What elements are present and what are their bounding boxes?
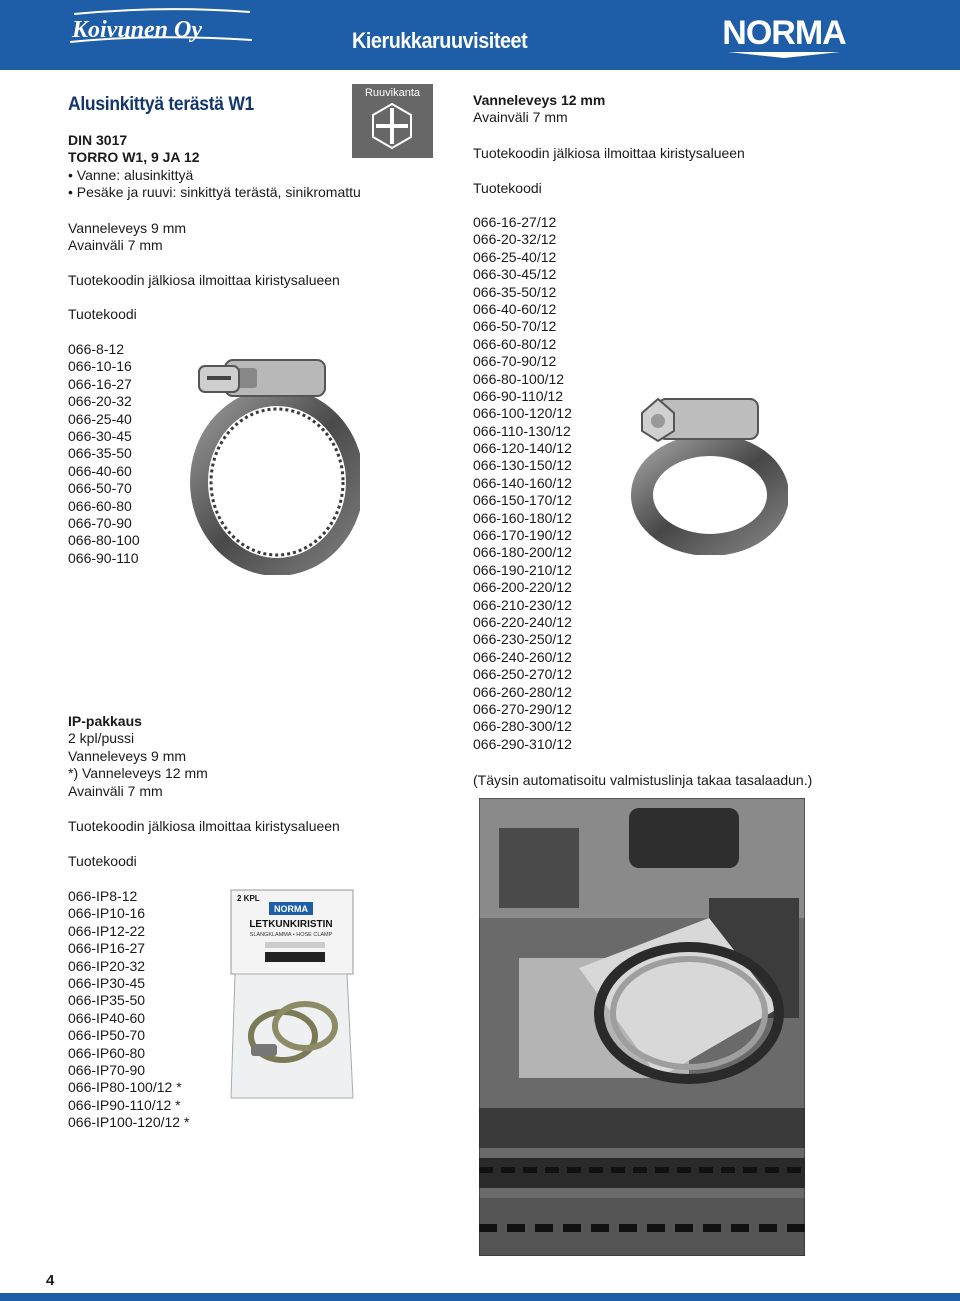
page-number: 4 [46, 1272, 55, 1289]
left-code-label: Tuotekoodi [68, 306, 137, 322]
footer-rule [0, 1293, 960, 1301]
ip-heading: IP-pakkaus [68, 713, 142, 729]
factory-caption: (Täysin automatisoitu valmistuslinja takaa tasalaadun.) [473, 772, 813, 788]
code-item: 066-220-240/12 [473, 613, 572, 630]
code-item: 066-210-230/12 [473, 596, 572, 613]
left-band-info [68, 220, 186, 255]
right-code-label: Tuotekoodi [473, 180, 542, 196]
ip-code-list [68, 888, 189, 1131]
code-item: 066-180-200/12 [473, 544, 572, 561]
code-item: 066-60-80/12 [473, 335, 557, 352]
left-code-list [68, 341, 140, 567]
package-qty: 2 KPL [237, 894, 260, 903]
code-item: 066-IP70-90 [68, 1061, 146, 1078]
code-item: 066-30-45 [68, 427, 132, 444]
code-item: 066-110-130/12 [473, 422, 571, 439]
code-item: 066-20-32 [68, 393, 132, 410]
package-product: LETKUNKIRISTIN [249, 919, 333, 930]
code-item: 066-120-140/12 [473, 440, 572, 457]
code-item: 066-20-32/12 [473, 231, 557, 248]
code-item: 066-90-110 [68, 549, 139, 566]
ip-line: Vanneleveys 9 mm [68, 747, 187, 764]
code-item: 066-40-60/12 [473, 300, 557, 317]
right-band-info [473, 92, 605, 127]
code-item: 066-10-16 [68, 358, 132, 375]
code-item: 066-150-170/12 [473, 492, 572, 509]
spec-din: DIN 3017 [68, 132, 128, 148]
code-item: 066-IP12-22 [68, 922, 146, 939]
code-item: 066-100-120/12 [473, 405, 572, 422]
code-item: 066-50-70/12 [473, 318, 557, 335]
band-width: Vanneleveys 9 mm [68, 220, 187, 236]
code-item: 066-80-100/12 [473, 370, 565, 387]
code-item: 066-290-310/12 [473, 735, 572, 752]
ip-code-label: Tuotekoodi [68, 853, 137, 869]
norma-logo [722, 4, 846, 60]
ip-info [68, 713, 208, 800]
code-item: 066-60-80 [68, 497, 132, 514]
code-item: 066-130-150/12 [473, 457, 572, 474]
ip-line: Avainväli 7 mm [68, 782, 163, 799]
hose-clamp-photo [185, 350, 360, 575]
key-size: Avainväli 7 mm [473, 109, 568, 126]
code-item: 066-190-210/12 [473, 561, 572, 578]
code-item: 066-IP16-27 [68, 940, 146, 957]
koivunen-logo [66, 6, 256, 50]
norma-logo-text: NORMA [722, 14, 846, 52]
spec-list [68, 132, 361, 202]
code-item: 066-IP20-32 [68, 957, 146, 974]
screw-head-badge-label: Ruuvikanta [364, 87, 421, 99]
code-item: 066-IP60-80 [68, 1044, 146, 1061]
code-item: 066-IP30-45 [68, 974, 146, 991]
koivunen-logo-text: Koivunen Oy [72, 17, 203, 43]
code-item: 066-IP90-110/12 * [68, 1096, 181, 1113]
section-heading: Alusinkittyä terästä W1 [68, 94, 254, 115]
screw-head-badge [352, 84, 433, 158]
code-item: 066-IP10-16 [68, 905, 146, 922]
spec-housing: • Pesäke ja ruuvi: sinkittyä terästä, sinikromattu [68, 184, 361, 201]
package-subtitle: SLANGKLAMMA • HOSE CLAMP [249, 932, 333, 938]
code-item: 066-280-300/12 [473, 718, 572, 735]
code-item: 066-40-60 [68, 462, 132, 479]
ip-package-photo [225, 888, 357, 1106]
code-item: 066-260-280/12 [473, 683, 572, 700]
ip-line: 2 kpl/pussi [68, 730, 135, 747]
code-item: 066-240-260/12 [473, 648, 572, 665]
code-item: 066-140-160/12 [473, 474, 572, 491]
header-bar [0, 0, 960, 70]
code-item: 066-16-27 [68, 375, 132, 392]
code-item: 066-30-45/12 [473, 266, 557, 283]
code-item: 066-170-190/12 [473, 527, 572, 544]
spec-torro: TORRO W1, 9 JA 12 [68, 149, 200, 166]
code-item: 066-IP35-50 [68, 992, 146, 1009]
code-item: 066-230-250/12 [473, 631, 572, 648]
spec-band: • Vanne: alusinkittyä [68, 166, 194, 183]
code-item: 066-80-100 [68, 532, 140, 549]
code-item: 066-35-50/12 [473, 283, 557, 300]
hose-clamp-12mm-photo [628, 385, 788, 555]
key-size: Avainväli 7 mm [68, 237, 163, 254]
code-item: 066-IP100-120/12 * [68, 1114, 190, 1131]
code-item: 066-25-40 [68, 410, 132, 427]
code-item: 066-90-110/12 [473, 387, 564, 404]
page-title: Kierukkaruuvisiteet [352, 28, 528, 53]
code-item: 066-35-50 [68, 445, 132, 462]
code-item: 066-160-180/12 [473, 509, 572, 526]
slotted-hex-screw-icon [352, 84, 433, 158]
code-item: 066-200-220/12 [473, 579, 572, 596]
package-brand: NORMA [274, 904, 308, 914]
code-item: 066-50-70 [68, 480, 132, 497]
left-suffix-note: Tuotekoodin jälkiosa ilmoittaa kiristysalueen [68, 272, 340, 288]
production-line-photo [479, 798, 805, 1256]
code-item: 066-IP40-60 [68, 1009, 146, 1026]
code-item: 066-8-12 [68, 341, 125, 357]
band-width: Vanneleveys 12 mm [473, 92, 606, 108]
code-item: 066-70-90/12 [473, 353, 557, 370]
code-item: 066-250-270/12 [473, 666, 572, 683]
ip-line: *) Vanneleveys 12 mm [68, 765, 208, 782]
code-item: 066-270-290/12 [473, 700, 572, 717]
code-item: 066-IP50-70 [68, 1027, 146, 1044]
right-code-list [473, 214, 572, 753]
code-item: 066-IP8-12 [68, 888, 138, 904]
ip-suffix-note: Tuotekoodin jälkiosa ilmoittaa kiristysalueen [68, 818, 340, 834]
code-item: 066-25-40/12 [473, 248, 557, 265]
right-suffix-note: Tuotekoodin jälkiosa ilmoittaa kiristysalueen [473, 145, 745, 161]
code-item: 066-70-90 [68, 514, 132, 531]
code-item: 066-IP80-100/12 * [68, 1079, 182, 1096]
code-item: 066-16-27/12 [473, 214, 557, 230]
